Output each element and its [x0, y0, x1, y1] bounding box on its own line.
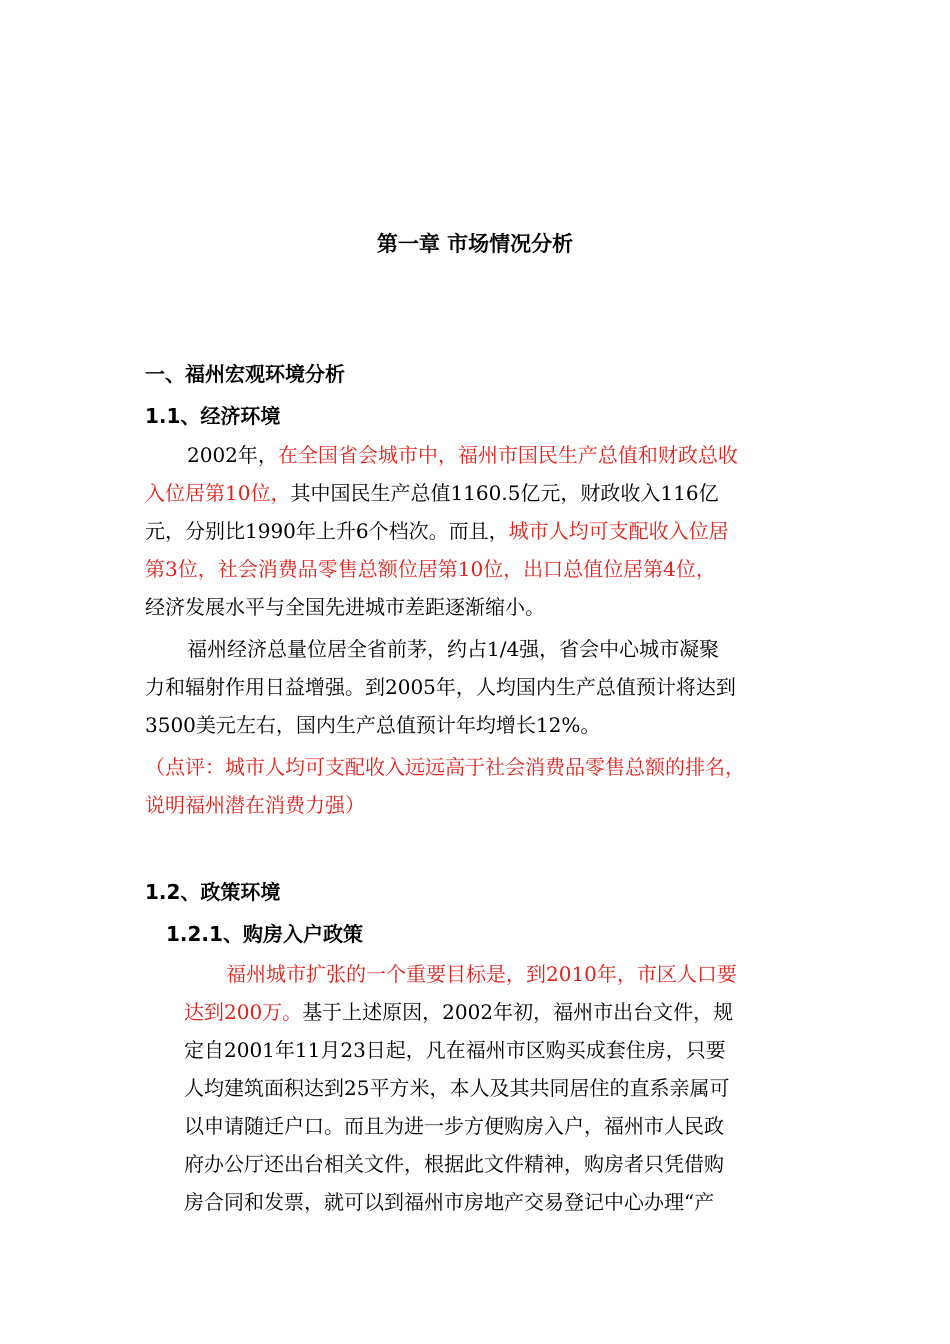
subsection-heading-economy: 1.1、经济环境 [145, 404, 281, 428]
paragraph-line [145, 436, 738, 474]
highlighted-text: 在全国省会城市中，福州市国民生产总值和财政总收 [277, 443, 738, 467]
paragraph-line: 经济发展水平与全国先进城市差距逐渐缩小。 [145, 595, 545, 619]
chapter-title: 第一章 市场情况分析 [376, 232, 574, 256]
subsubsection-heading-housing-registration: 1.2.1、购房入户政策 [166, 922, 363, 946]
paragraph-line: 福州经济总量位居全省前茅，约占1/4强，省会中心城市凝聚 [187, 637, 720, 661]
paragraph-line: 以申请随迁户口。而且为进一步方便购房入户，福州市人民政 [184, 1114, 724, 1138]
housing-registration-paragraph [184, 955, 737, 1221]
paragraph-line [184, 993, 737, 1031]
paragraph-line: （点评：城市人均可支配收入远远高于社会消费品零售总额的排名， [145, 755, 745, 779]
paragraph-line: 房合同和发票，就可以到福州市房地产交易登记中心办理“产 [184, 1190, 715, 1214]
text-run: 2002年， [187, 443, 278, 467]
subsection-heading-policy: 1.2、政策环境 [145, 880, 281, 904]
highlighted-text: 入位居第10位， [145, 481, 291, 505]
highlighted-text: 达到200万。 [184, 1000, 303, 1024]
paragraph-line [145, 474, 738, 512]
section-heading-macro-environment: 一、福州宏观环境分析 [145, 362, 345, 386]
paragraph-line: 说明福州潜在消费力强） [145, 793, 365, 817]
text-run: 其中国民生产总值1160.5亿元，财政收入116亿 [290, 481, 719, 505]
paragraph-line: 福州城市扩张的一个重要目标是，到2010年，市区人口要 [226, 962, 737, 986]
paragraph-line [145, 512, 738, 550]
paragraph-line: 府办公厅还出台相关文件，根据此文件精神，购房者只凭借购 [184, 1152, 724, 1176]
economy-paragraph-2 [145, 630, 736, 744]
text-run: 基于上述原因，2002年初，福州市出台文件，规 [302, 1000, 734, 1024]
economy-paragraph-1 [145, 436, 738, 626]
economy-comment [145, 748, 745, 824]
paragraph-line: 3500美元左右，国内生产总值预计年均增长12%。 [145, 713, 601, 737]
paragraph-line: 定自2001年11月23日起，凡在福州市区购买成套住房，只要 [184, 1038, 726, 1062]
paragraph-line: 人均建筑面积达到25平方米，本人及其共同居住的直系亲属可 [184, 1076, 730, 1100]
text-run: 元，分别比1990年上升6个档次。而且， [145, 519, 509, 543]
paragraph-line: 力和辐射作用日益增强。到2005年，人均国内生产总值预计将达到 [145, 675, 736, 699]
highlighted-text: 城市人均可支配收入位居 [508, 519, 729, 543]
paragraph-line: 第3位，社会消费品零售总额位居第10位，出口总值位居第4位， [145, 557, 716, 581]
